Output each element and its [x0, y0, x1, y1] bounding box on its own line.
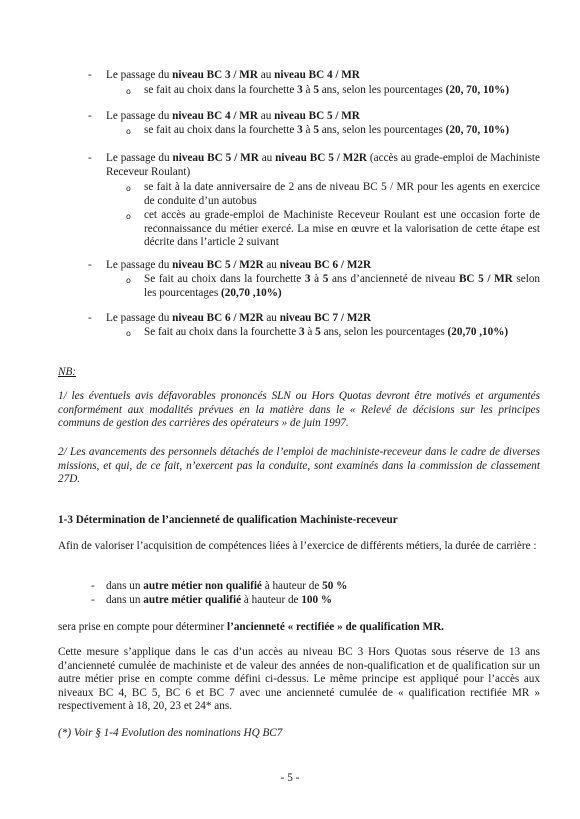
passage-detail — [144, 124, 540, 138]
text: se fait au choix dans la fourchette — [144, 124, 298, 136]
list-bullet: o — [126, 329, 131, 338]
text: à hauteur de — [241, 594, 302, 606]
section-heading: 1-3 Détermination de l’ancienneté de qualification Machiniste-receveur — [58, 514, 398, 526]
list-bullet: o — [126, 127, 131, 136]
text: Le passage du — [106, 312, 173, 324]
text: Le passage du — [106, 110, 173, 122]
text: 5 — [313, 124, 319, 136]
list-dash: - — [88, 110, 92, 122]
text: à hauteur de — [261, 580, 323, 592]
text: ans, selon les pourcentages — [318, 124, 446, 136]
level-from: niveau BC 6 / M2R — [172, 312, 264, 324]
level-to: niveau BC 5 / M2R — [275, 152, 368, 164]
text: ans d’ancienneté de niveau — [328, 273, 459, 285]
list-item-text — [106, 580, 347, 594]
passage-text — [106, 152, 540, 179]
list-bullet: o — [126, 87, 131, 96]
text: se fait au choix dans la fourchette — [144, 84, 298, 96]
text: à — [304, 326, 316, 338]
text: dans un — [106, 594, 144, 606]
text: à — [310, 273, 323, 285]
passage-text — [106, 69, 540, 83]
list-item-text — [106, 594, 332, 608]
text: au — [263, 312, 280, 324]
level-to: niveau BC 5 / MR — [274, 110, 360, 122]
list-dash: - — [91, 594, 95, 606]
text: 5 — [322, 273, 329, 285]
section-after — [58, 621, 540, 635]
text: Le passage du — [106, 259, 173, 271]
nb-label: NB: — [58, 366, 77, 378]
nb-paragraph-1: 1/ les éventuels avis défavorables prononcés SLN ou Hors Quotas devront être motivés et argumentés conformément aux modalités prévues en la matière dans le « Relevé de décisions sur les principes communs de gestion des carrières des opérateurs » de juin 1997. — [58, 390, 540, 430]
text: sera prise en compte pour déterminer — [58, 621, 227, 633]
text: au — [257, 69, 275, 81]
list-bullet: o — [126, 184, 131, 193]
text: 3 — [304, 273, 311, 285]
text: ans, selon les pourcentages — [320, 326, 448, 338]
text: 3 — [297, 124, 303, 136]
list-dash: - — [88, 152, 92, 164]
text: Se fait au choix dans la fourchette — [144, 326, 300, 338]
text: Le passage du — [106, 152, 173, 164]
text: 5 — [315, 326, 321, 338]
section-intro: Afin de valoriser l’acquisition de compétences liées à l’exercice de différents métiers, la durée de carrière : — [58, 540, 537, 552]
passage-text — [106, 312, 540, 326]
passage-text — [106, 110, 540, 124]
section-paragraph: Cette mesure s’applique dans le cas d’un accès au niveau BC 3 Hors Quotas sous réserve de 13 ans d’ancienneté cumulée de machiniste et de valeur des années de non-qualification et de qualification sur un autre métier prise en compte comme défini ci-dessus. Le même principe est appliqué pour l’accès aux niveaux BC 4, BC 5, BC 6 et BC 7 avec une ancienneté cumulée de « qualification rectifiée MR » respectivement à 18, 20, 23 et 24* ans. — [58, 646, 540, 713]
page-number: - 5 - — [280, 772, 300, 784]
text: 5 — [313, 84, 319, 96]
text: Se fait au choix dans la fourchette — [144, 273, 305, 285]
text: l’ancienneté « rectifiée » de qualification MR. — [227, 621, 444, 633]
level-to: niveau BC 4 / MR — [274, 69, 360, 81]
list-bullet: o — [126, 276, 131, 285]
percentages: (20,70 ,10%) — [447, 326, 509, 338]
level-from: niveau BC 5 / MR — [172, 152, 259, 164]
level: BC 5 / MR — [458, 273, 513, 285]
text: autre métier qualifié — [143, 594, 242, 606]
text: autre métier non qualifié — [143, 580, 262, 592]
percentages: (20, 70, 10%) — [445, 124, 510, 136]
text: à — [302, 84, 314, 96]
level-to: niveau BC 7 / M2R — [279, 312, 372, 324]
percentages: (20, 70, 10%) — [445, 84, 510, 96]
level-from: niveau BC 4 / MR — [172, 110, 258, 122]
level-from: niveau BC 5 / M2R — [172, 259, 264, 271]
level-to: niveau BC 6 / M2R — [279, 259, 372, 271]
text: (accès au grade-emploi de Machiniste Receveur Roulant) — [106, 152, 540, 178]
passage-detail: cet accès au grade-emploi de Machiniste Receveur Roulant est une occasion forte de reconnaissance du métier exercé. La mise en œuvre et la valorisation de cette étape est décrite dans l’article 2 suivant — [144, 209, 540, 249]
passage-detail: se fait à la date anniversaire de 2 ans de niveau BC 5 / MR pour les agents en exercice de conduite d’un autobus — [144, 181, 540, 207]
list-dash: - — [88, 69, 92, 81]
text: 3 — [297, 84, 303, 96]
level-from: niveau BC 3 / MR — [172, 69, 258, 81]
list-dash: - — [88, 259, 92, 271]
list-dash: - — [91, 580, 95, 592]
text: au — [263, 259, 280, 271]
list-bullet: o — [126, 212, 131, 221]
text: à — [302, 124, 314, 136]
text: 50 % — [322, 580, 348, 592]
passage-text — [106, 259, 540, 273]
passage-detail — [144, 273, 540, 300]
text: ans, selon les pourcentages — [318, 84, 446, 96]
footnote: (*) Voir § 1-4 Evolution des nominations HQ BC7 — [58, 727, 283, 739]
text: au — [257, 110, 275, 122]
text: dans un — [106, 580, 144, 592]
passage-detail — [144, 326, 540, 340]
text: au — [258, 152, 276, 164]
text: selon les pourcentages — [144, 273, 541, 299]
percentages: (20,70 ,10%) — [221, 286, 282, 299]
text: 100 % — [301, 594, 333, 606]
text: 3 — [299, 326, 305, 338]
text: Le passage du — [106, 69, 173, 81]
list-dash: - — [88, 312, 92, 324]
nb-paragraph-2: 2/ Les avancements des personnels détachés de l’emploi de machiniste-receveur dans le cadre de diverses missions, et qui, de ce fait, n’exercent pas la conduite, sont examinés dans la commission de classement 27D. — [58, 446, 540, 486]
passage-detail — [144, 84, 540, 98]
